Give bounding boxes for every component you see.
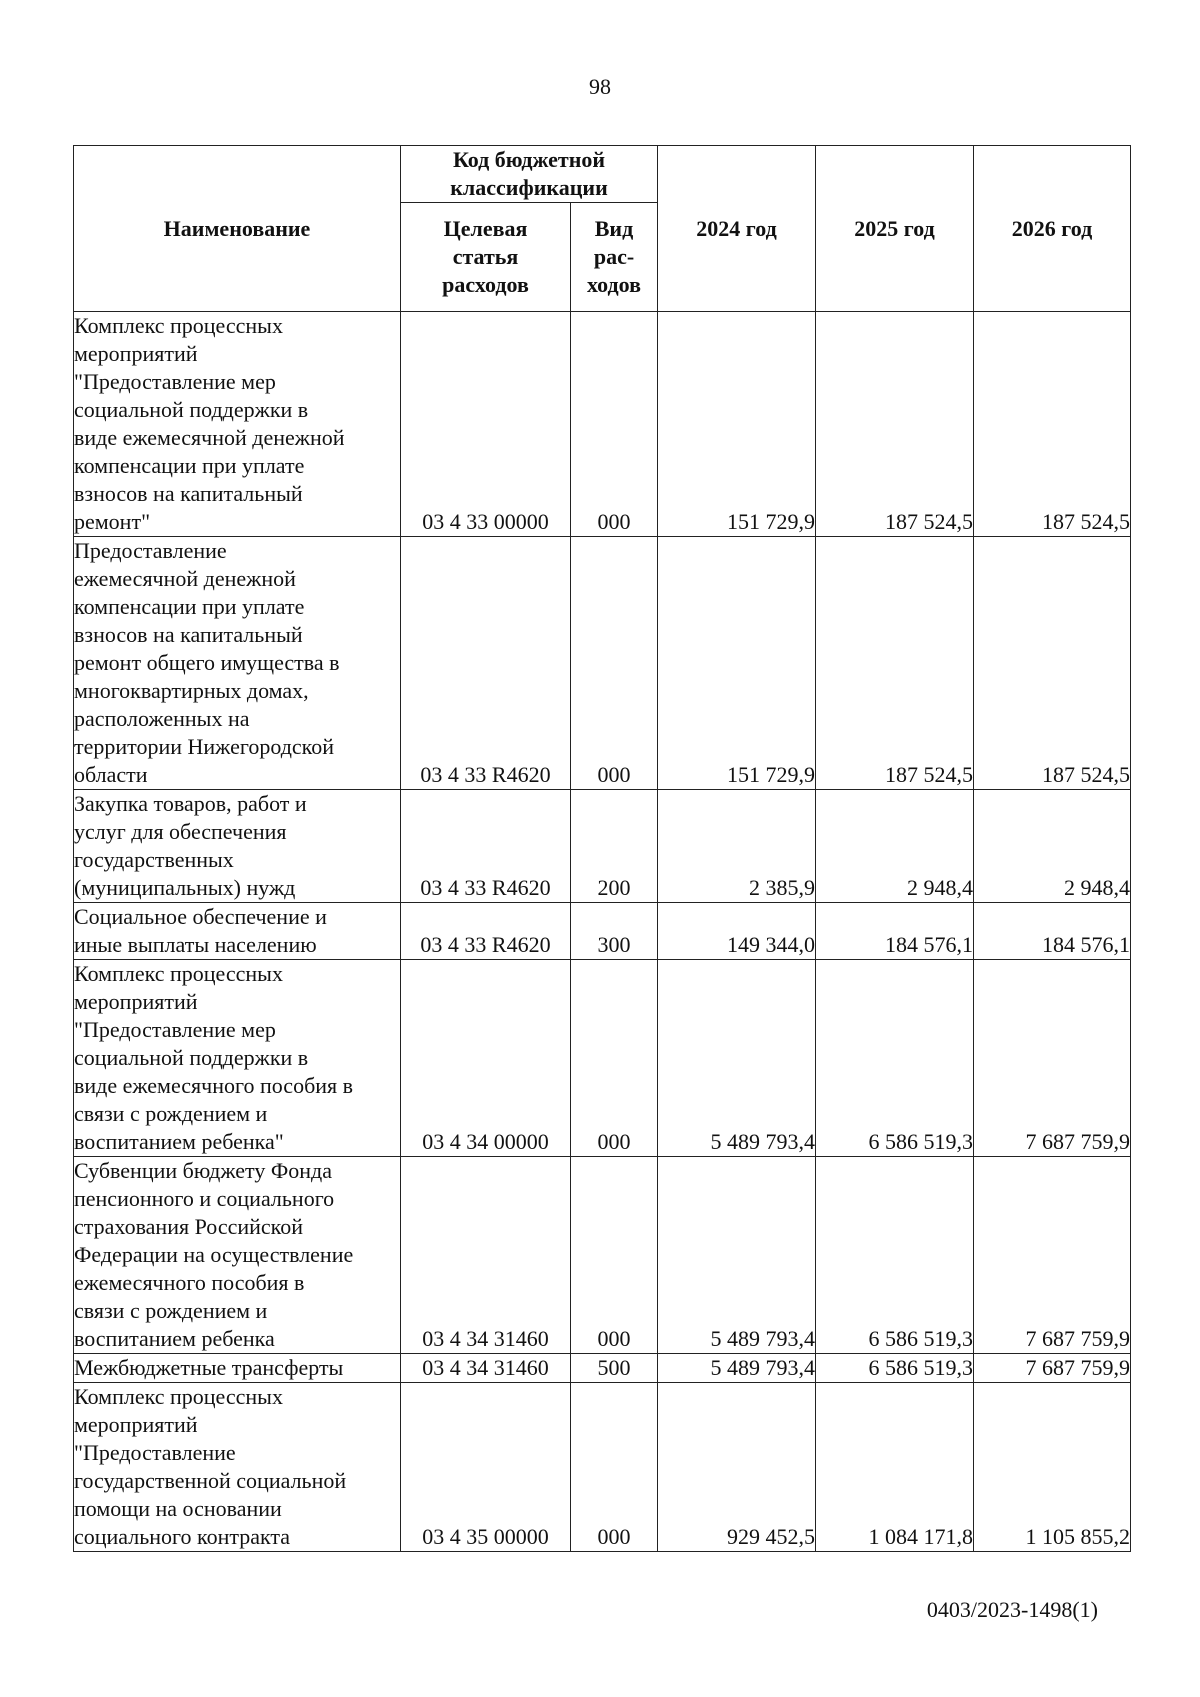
row-name-line: ежемесячного пособия в [74,1270,305,1295]
table-row [74,312,1131,537]
row-name-line: страхования Российской [74,1214,304,1239]
header-target-article [401,203,571,312]
row-amount-2025: 187 524,5 [816,537,974,790]
row-name-line: "Предоставление [74,1440,236,1465]
page-number: 98 [589,74,611,99]
row-amount-2026: 187 524,5 [974,312,1131,537]
row-name-line: Федерации на осуществление [74,1242,354,1267]
row-name-line: компенсации при уплате [74,594,305,619]
row-expense-type: 500 [571,1354,658,1383]
row-name [74,1157,401,1354]
row-target-code: 03 4 33 R4620 [401,537,571,790]
row-name-line: Межбюджетные трансферты [74,1355,344,1380]
row-name-line: услуг для обеспечения [74,819,287,844]
row-name-line: связи с рождением и [74,1101,268,1126]
row-amount-2024: 2 385,9 [658,790,816,903]
row-name-line: (муниципальных) нужд [74,875,296,900]
row-name-line: Закупка товаров, работ и [74,791,307,816]
row-name-line: мероприятий [74,341,198,366]
header-type-line-1: Вид [594,216,634,241]
row-name-line: ремонт" [74,509,151,534]
header-budget-code-line-1: Код бюджетной [452,147,606,172]
row-name-line: Комплекс процессных [74,1384,283,1409]
row-amount-2026: 2 948,4 [974,790,1131,903]
row-name-line: "Предоставление мер [74,1017,276,1042]
row-name-line: пенсионного и социального [74,1186,335,1211]
row-name-line: мероприятий [74,989,198,1014]
header-type-line-3: ходов [587,272,641,297]
row-name-line: Комплекс процессных [74,961,283,986]
row-name-line: ремонт общего имущества в [74,650,340,675]
header-expense-type [571,203,658,312]
row-name-line: мероприятий [74,1412,198,1437]
row-amount-2024: 5 489 793,4 [658,1157,816,1354]
table-row [74,537,1131,790]
row-expense-type: 000 [571,1157,658,1354]
row-name-line: "Предоставление мер [74,369,276,394]
row-name-line: социального контракта [74,1524,291,1549]
header-type-line-2: рас- [593,244,635,269]
row-amount-2024: 929 452,5 [658,1383,816,1552]
header-target-line-2: статья [452,244,519,269]
row-amount-2026: 187 524,5 [974,537,1131,790]
row-name [74,312,401,537]
row-name-line: взносов на капитальный [74,481,303,506]
table-row [74,1354,1131,1383]
row-amount-2026: 7 687 759,9 [974,1354,1131,1383]
row-name [74,1383,401,1552]
row-target-code: 03 4 33 R4620 [401,790,571,903]
row-name-line: государственной социальной [74,1468,347,1493]
row-name-line: государственных [74,847,234,872]
row-name-line: социальной поддержки в [74,397,309,422]
row-expense-type: 000 [571,960,658,1157]
row-amount-2025: 6 586 519,3 [816,960,974,1157]
row-name-line: связи с рождением и [74,1298,268,1323]
row-amount-2024: 5 489 793,4 [658,960,816,1157]
row-amount-2025: 1 084 171,8 [816,1383,974,1552]
row-name-line: многоквартирных домах, [74,678,309,703]
header-year-2024: 2024 год [658,146,816,312]
row-name-line: Комплекс процессных [74,313,283,338]
table-row [74,1383,1131,1552]
header-target-line-3: расходов [442,272,529,297]
row-amount-2024: 5 489 793,4 [658,1354,816,1383]
header-budget-code [401,146,658,203]
row-target-code: 03 4 34 31460 [401,1157,571,1354]
row-name-line: Предоставление [74,538,227,563]
row-expense-type: 300 [571,903,658,960]
header-year-2025: 2025 год [816,146,974,312]
header-target-line-1: Целевая [443,216,528,241]
row-target-code: 03 4 33 00000 [401,312,571,537]
header-budget-code-line-2: классификации [450,175,608,200]
document-code: 0403/2023-1498(1) [926,1597,1098,1622]
row-name-line: территории Нижегородской [74,734,335,759]
row-name-line: взносов на капитальный [74,622,303,647]
row-name-line: виде ежемесячной денежной [74,425,345,450]
row-expense-type: 200 [571,790,658,903]
table-row [74,960,1131,1157]
header-name: Наименование [74,146,401,312]
row-name-line: расположенных на [74,706,250,731]
row-name-line: помощи на основании [74,1496,282,1521]
row-amount-2026: 7 687 759,9 [974,960,1131,1157]
row-name [74,1354,401,1383]
row-name-line: социальной поддержки в [74,1045,309,1070]
row-amount-2025: 6 586 519,3 [816,1157,974,1354]
table-row [74,903,1131,960]
table-row [74,1157,1131,1354]
row-amount-2025: 187 524,5 [816,312,974,537]
table-row [74,790,1131,903]
row-name-line: компенсации при уплате [74,453,305,478]
row-expense-type: 000 [571,537,658,790]
row-amount-2024: 151 729,9 [658,537,816,790]
row-name [74,960,401,1157]
row-expense-type: 000 [571,1383,658,1552]
row-amount-2024: 149 344,0 [658,903,816,960]
row-amount-2025: 6 586 519,3 [816,1354,974,1383]
row-name-line: области [74,762,148,787]
budget-table [73,145,1131,1552]
row-amount-2025: 184 576,1 [816,903,974,960]
row-amount-2026: 1 105 855,2 [974,1383,1131,1552]
row-amount-2026: 184 576,1 [974,903,1131,960]
row-name [74,790,401,903]
row-amount-2024: 151 729,9 [658,312,816,537]
header-year-2026: 2026 год [974,146,1131,312]
row-name-line: виде ежемесячного пособия в [74,1073,354,1098]
row-name [74,903,401,960]
row-name-line: Социальное обеспечение и [74,904,327,929]
row-expense-type: 000 [571,312,658,537]
row-name-line: воспитанием ребенка" [74,1129,284,1154]
row-target-code: 03 4 35 00000 [401,1383,571,1552]
row-name [74,537,401,790]
row-target-code: 03 4 34 00000 [401,960,571,1157]
row-amount-2026: 7 687 759,9 [974,1157,1131,1354]
row-target-code: 03 4 33 R4620 [401,903,571,960]
row-name-line: иные выплаты населению [74,932,317,957]
row-amount-2025: 2 948,4 [816,790,974,903]
row-name-line: воспитанием ребенка [74,1326,275,1351]
table-body [74,312,1131,1552]
row-name-line: Субвенции бюджету Фонда [74,1158,332,1183]
row-name-line: ежемесячной денежной [74,566,296,591]
row-target-code: 03 4 34 31460 [401,1354,571,1383]
